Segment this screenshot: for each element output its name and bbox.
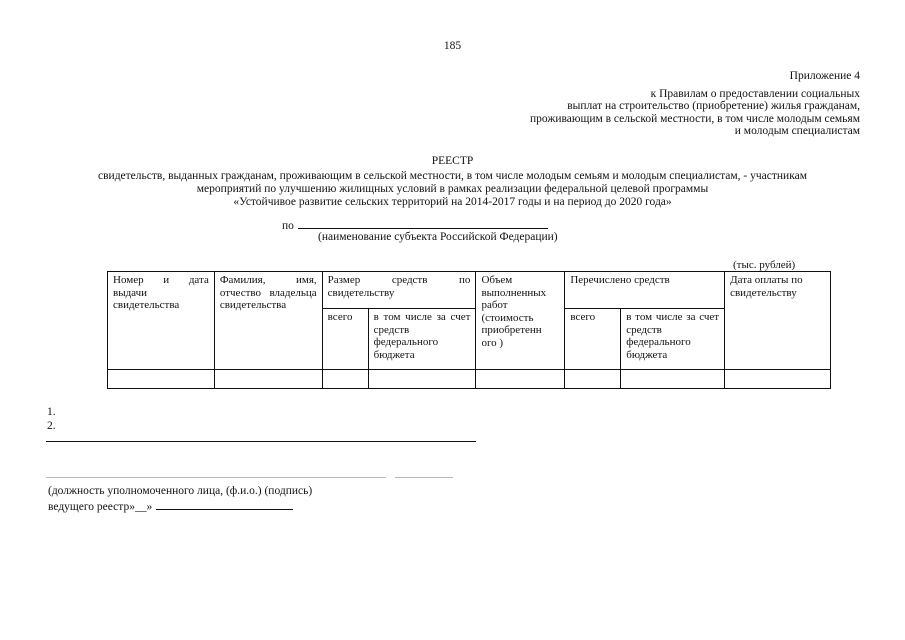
header-transferred: Перечислено средств: [565, 272, 725, 309]
header-fio: Фамилия, имя, отчество владельца свидетельства: [214, 272, 322, 370]
page-number: 185: [443, 40, 462, 52]
subject-blank: [298, 218, 548, 229]
signature-line: [395, 477, 453, 478]
registry-title: РЕЕСТР: [431, 155, 474, 167]
subheader-size-total: всего: [322, 309, 368, 370]
subject-caption: (наименование субъекта Российской Федерации): [318, 231, 558, 243]
table-cell: [368, 370, 476, 389]
row-number: 2.: [47, 420, 56, 432]
header-size: Размер средств по свидетельству: [322, 272, 476, 309]
units-label: (тыс. рублей): [733, 259, 796, 271]
registry-subtitle: [40, 170, 865, 209]
subtitle-line: мероприятий по улучшению жилищных условий в рамках реализации федеральной целевой программы: [196, 183, 709, 195]
appendix-title: Приложение 4: [789, 70, 860, 82]
appendix-line: проживающим в сельской местности, в том числе молодым семьям: [530, 112, 860, 125]
appendix-line: к Правилам о предоставлении социальных: [650, 87, 860, 100]
divider-line: [46, 441, 476, 442]
subheader-size-federal: в том числе за счет средств федерального бюджета: [368, 309, 476, 370]
table-cell: [621, 370, 725, 389]
table-cell: [476, 370, 565, 389]
table-cell: [214, 370, 322, 389]
signature-date-line: [48, 499, 293, 513]
subtitle-line: «Устойчивое развитие сельских территорий на 2014-2017 годы и на период до 2020 года»: [233, 196, 672, 208]
table-cell: [322, 370, 368, 389]
subheader-transferred-federal: в том числе за счет средств федерального бюджета: [621, 309, 725, 370]
table-cell: [725, 370, 831, 389]
appendix-line: и молодым специалистам: [734, 125, 860, 137]
appendix-line: выплат на строительство (приобретение) жилья гражданам,: [567, 100, 860, 112]
header-payment-date: Дата оплаты по свидетельству: [725, 272, 831, 370]
table-cell: [108, 370, 215, 389]
row-number: 1.: [47, 406, 56, 418]
signature-date-blank: [156, 499, 293, 510]
appendix-block: [530, 70, 860, 138]
header-volume: Объем выполненных работ (стоимость приобретенн ого ): [476, 272, 565, 370]
table-row: [108, 370, 831, 389]
registry-table: [107, 271, 831, 389]
header-number-date: Номер и дата выдачи свидетельства: [108, 272, 215, 370]
table-cell: [565, 370, 621, 389]
subheader-transferred-total: всего: [565, 309, 621, 370]
signature-date-label: ведущего реестр»__»: [48, 501, 153, 513]
subject-line: [282, 218, 548, 232]
signature-caption: (должность уполномоченного лица, (ф.и.о.) (подпись): [48, 485, 313, 497]
signature-line: [46, 477, 386, 478]
po-label: по: [282, 220, 294, 232]
subtitle-line: свидетельств, выданных гражданам, проживающим в сельской местности, в том числе молодым семьям и молодым специалистам, - участникам: [98, 170, 807, 182]
